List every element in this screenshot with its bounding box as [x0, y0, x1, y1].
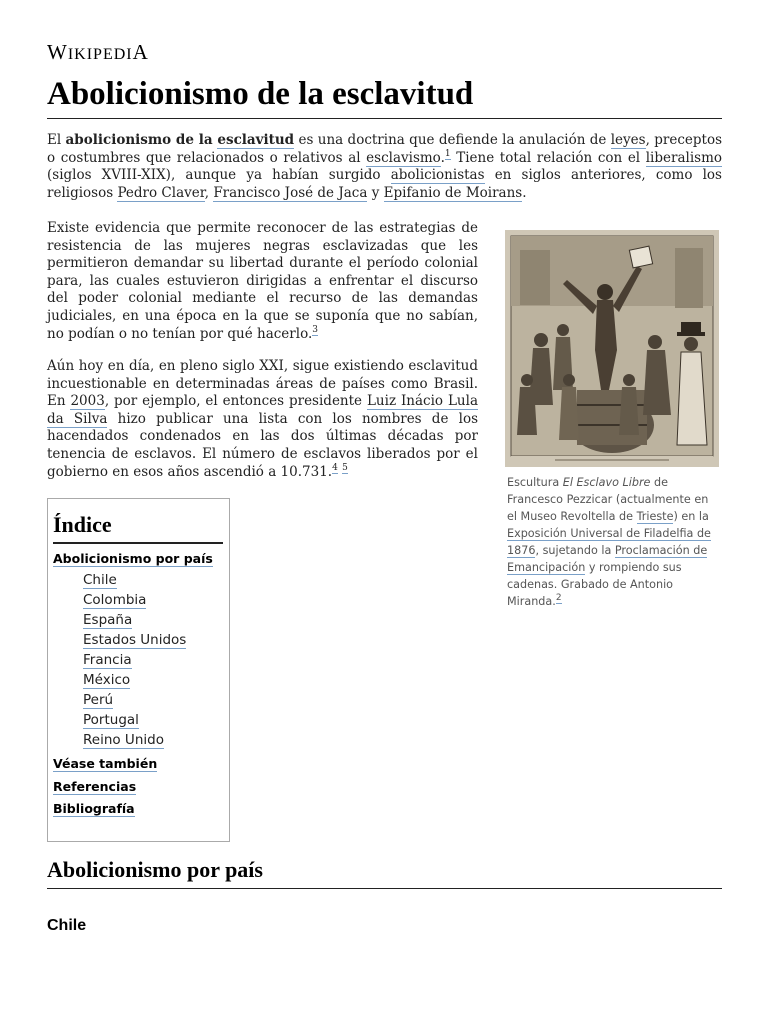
toc-item-vease-tambien[interactable]: Véase también: [53, 756, 158, 771]
evidence-paragraph: Existe evidencia que permite reconocer de las estrategias de resistencia de las mujeres negras esclavizadas que les permitieron demandar su libertad durante el período colonial para, las cuales estuvieron dirigidas a enfrentar el discurso del poder colonial mediante el recurso de las demandas judiciales, en una época en la que se suponía que no sabían, no podían o no tenían por qué hacerlo.$^3$: [47, 220, 478, 342]
toc-item-portugal[interactable]: Portugal: [83, 712, 139, 728]
link-trieste[interactable]: Trieste: [636, 510, 674, 523]
logo-smallcaps: IKIPEDI: [67, 46, 133, 63]
link-abolicionistas[interactable]: abolicionistas: [390, 167, 485, 184]
reference-5[interactable]: 5: [342, 463, 348, 474]
link-esclavismo[interactable]: esclavismo: [366, 149, 441, 166]
wikipedia-logo[interactable]: [47, 40, 149, 65]
section-heading-abolicionismo-por-pais: Abolicionismo por país: [47, 856, 722, 889]
link-esclavitud[interactable]: esclavitud: [217, 132, 295, 148]
table-of-contents: [47, 498, 230, 842]
toc-item-referencias[interactable]: Referencias: [53, 779, 137, 794]
link-francisco-jose-de-jaca[interactable]: Francisco José de Jaca: [213, 184, 368, 201]
link-exposicion-universal[interactable]: Exposición Universal de Filadelfia de 1876: [507, 527, 711, 557]
toc-item-colombia[interactable]: Colombia: [83, 592, 147, 608]
link-lula-da-silva[interactable]: Luiz Inácio Lula da Silva: [47, 393, 478, 427]
figure-thumbnail: [505, 230, 719, 610]
link-proclamacion-emancipacion[interactable]: Proclamación de Emancipación: [507, 544, 708, 574]
reference-3[interactable]: 3: [312, 325, 318, 336]
toc-title: Índice: [53, 511, 223, 544]
link-epifanio-de-moirans[interactable]: Epifanio de Moirans: [383, 184, 523, 201]
toc-item-francia[interactable]: Francia: [83, 652, 132, 668]
toc-item-chile[interactable]: Chile: [83, 572, 117, 588]
toc-item-bibliografia[interactable]: Bibliografía: [53, 801, 135, 816]
toc-item-peru[interactable]: Perú: [83, 692, 114, 708]
toc-item-estados-unidos[interactable]: Estados Unidos: [83, 632, 187, 648]
toc-item-abolicionismo-por-pais[interactable]: Abolicionismo por país: [53, 551, 213, 566]
toc-item-espana[interactable]: España: [83, 612, 133, 628]
link-2003[interactable]: 2003: [70, 393, 105, 410]
modern-slavery-paragraph: Aún hoy en día, en pleno siglo XXI, sigue existiendo esclavitud incuestionable en determinadas áreas de países como Brasil. En 2003, por ejemplo, el entonces presidente Luiz Inácio Lula da Silva hizo publicar una lista con los nombres de los hacendados condenados en las dos últimas décadas por tenencia de esclavos. El número de esclavos liberados por el gobierno en esos años ascendió a 10.731.$^4$ $^5$: [47, 358, 479, 480]
reference-1[interactable]: 1: [444, 149, 451, 160]
reference-4[interactable]: 4: [332, 463, 338, 474]
intro-paragraph: El abolicionismo de la esclavitud es una doctrina que defiende la anulación de leyes, preceptos o costumbres que relacionados o relativos al esclavismo.$^1$ Tiene total relación con el liberalismo (siglos XVIII-XIX), aunque ya habían surgido abolicionistas en siglos anteriores, como los religiosos Pedro Claver, Francisco José de Jaca y Epifanio de Moirans.: [47, 132, 722, 201]
engraving-image[interactable]: [505, 230, 719, 467]
link-leyes[interactable]: leyes: [610, 132, 646, 148]
logo-letter-a: A: [132, 40, 149, 64]
reference-2[interactable]: 2: [555, 593, 562, 604]
toc-item-reino-unido[interactable]: Reino Unido: [83, 732, 164, 748]
logo-letter-w: W: [47, 40, 68, 64]
figure-caption: Escultura El Esclavo Libre de Francesco Pezzicar (actualmente en el Museo Revoltella de Trieste) en la Exposición Universal de Filadelfia de 1876, sujetando la Proclamación de Emancipación y rompiendo sus cadenas. Grabado de Antonio Miranda.$^2$: [507, 476, 711, 608]
link-pedro-claver[interactable]: Pedro Claver: [117, 184, 205, 201]
subsection-heading-chile: Chile: [47, 917, 87, 934]
toc-item-mexico[interactable]: México: [83, 672, 131, 688]
link-liberalismo[interactable]: liberalismo: [645, 149, 722, 166]
page-title: Abolicionismo de la esclavitud: [47, 74, 722, 119]
